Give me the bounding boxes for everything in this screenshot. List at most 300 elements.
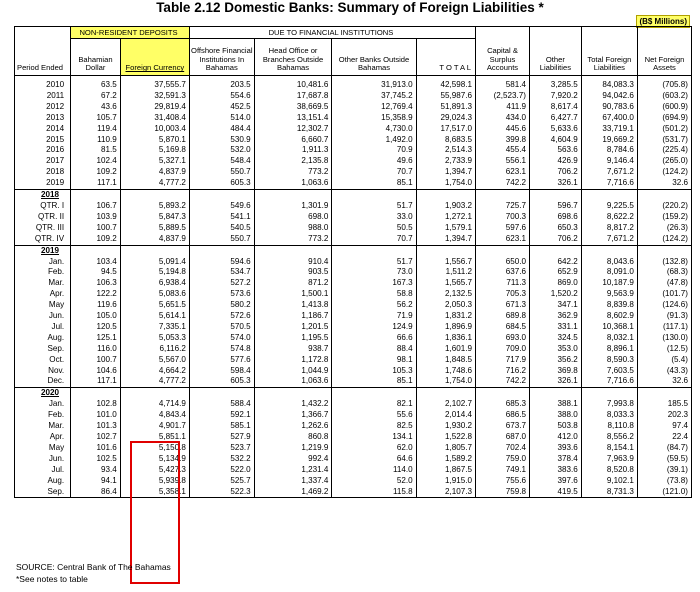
row-label: Aug. bbox=[15, 333, 71, 344]
cell-value: 577.6 bbox=[189, 355, 254, 366]
cell-value: 9,102.1 bbox=[581, 476, 637, 487]
cell-value: 102.8 bbox=[71, 399, 121, 410]
cell-value: 13,151.4 bbox=[254, 113, 332, 124]
cell-value: 8,784.6 bbox=[581, 145, 637, 156]
cell-value: 103.9 bbox=[71, 212, 121, 223]
cell-value: 369.8 bbox=[529, 366, 581, 377]
cell-value: (5.4) bbox=[637, 355, 691, 366]
cell-value: 574.0 bbox=[189, 333, 254, 344]
cell-value: 5,194.8 bbox=[120, 267, 189, 278]
cell-value: 938.7 bbox=[254, 344, 332, 355]
cell-value: 94.1 bbox=[71, 476, 121, 487]
cell-value: 527.2 bbox=[189, 278, 254, 289]
cell-value: 673.7 bbox=[476, 421, 530, 432]
cell-value: 326.1 bbox=[529, 178, 581, 189]
cell-value: 33.0 bbox=[332, 212, 416, 223]
row-label: 2018 bbox=[15, 167, 71, 178]
cell-value: 94.5 bbox=[71, 267, 121, 278]
cell-value: 98.1 bbox=[332, 355, 416, 366]
cell-value: 706.2 bbox=[529, 234, 581, 245]
table-row bbox=[15, 333, 692, 344]
row-label: 2017 bbox=[15, 156, 71, 167]
cell-value: 8,817.2 bbox=[581, 223, 637, 234]
cell-value: 353.0 bbox=[529, 344, 581, 355]
cell-value: 6,660.7 bbox=[254, 135, 332, 146]
table-row bbox=[15, 410, 692, 421]
cell-value: 10,368.1 bbox=[581, 322, 637, 333]
cell-value: 484.4 bbox=[189, 124, 254, 135]
cell-value: 1,903.2 bbox=[416, 201, 475, 212]
cell-value: 97.4 bbox=[637, 421, 691, 432]
table-row bbox=[15, 80, 692, 91]
cell-value: (68.3) bbox=[637, 267, 691, 278]
cell-value: 10,003.4 bbox=[120, 124, 189, 135]
cell-value: 2,107.3 bbox=[416, 487, 475, 498]
cell-value: 5,889.5 bbox=[120, 223, 189, 234]
cell-value: 81.5 bbox=[71, 145, 121, 156]
cell-value: 717.9 bbox=[476, 355, 530, 366]
table-row bbox=[15, 223, 692, 234]
section-header bbox=[15, 245, 692, 256]
cell-value: 5,169.8 bbox=[120, 145, 189, 156]
cell-value: 2,050.3 bbox=[416, 300, 475, 311]
cell-value: 869.0 bbox=[529, 278, 581, 289]
cell-value: 10,187.9 bbox=[581, 278, 637, 289]
col-header-period: Period Ended bbox=[15, 39, 71, 76]
cell-value: 119.4 bbox=[71, 124, 121, 135]
cell-value: 2,514.3 bbox=[416, 145, 475, 156]
cell-value: 4,604.9 bbox=[529, 135, 581, 146]
cell-value: 106.7 bbox=[71, 201, 121, 212]
cell-value: 642.2 bbox=[529, 257, 581, 268]
cell-value: 1,565.7 bbox=[416, 278, 475, 289]
cell-value: 5,614.1 bbox=[120, 311, 189, 322]
cell-value: 4,777.2 bbox=[120, 376, 189, 387]
cell-value: 5,939.8 bbox=[120, 476, 189, 487]
row-label: QTR. III bbox=[15, 223, 71, 234]
cell-value: 1,520.2 bbox=[529, 289, 581, 300]
cell-value: (101.7) bbox=[637, 289, 691, 300]
cell-value: 1,413.8 bbox=[254, 300, 332, 311]
cell-value: 3,285.5 bbox=[529, 80, 581, 91]
cell-value: 100.7 bbox=[71, 355, 121, 366]
table-row bbox=[15, 432, 692, 443]
table-row bbox=[15, 322, 692, 333]
cell-value: 1,911.3 bbox=[254, 145, 332, 156]
table-row bbox=[15, 376, 692, 387]
cell-value: 347.1 bbox=[529, 300, 581, 311]
cell-value: 9,563.9 bbox=[581, 289, 637, 300]
cell-value: 114.0 bbox=[332, 465, 416, 476]
cell-value: 185.5 bbox=[637, 399, 691, 410]
cell-value: 378.4 bbox=[529, 454, 581, 465]
cell-value: 55,987.6 bbox=[416, 91, 475, 102]
cell-value: 523.7 bbox=[189, 443, 254, 454]
cell-value: 1,930.2 bbox=[416, 421, 475, 432]
cell-value: 58.8 bbox=[332, 289, 416, 300]
cell-value: 594.6 bbox=[189, 257, 254, 268]
cell-value: 581.4 bbox=[476, 80, 530, 91]
row-label: Jun. bbox=[15, 454, 71, 465]
section-year: 2020 bbox=[15, 388, 71, 399]
row-label: Apr. bbox=[15, 289, 71, 300]
row-label: Jul. bbox=[15, 465, 71, 476]
cell-value: 93.4 bbox=[71, 465, 121, 476]
cell-value: 860.8 bbox=[254, 432, 332, 443]
cell-value: 120.5 bbox=[71, 322, 121, 333]
cell-value: 32.6 bbox=[637, 178, 691, 189]
cell-value: 711.3 bbox=[476, 278, 530, 289]
cell-value: 70.7 bbox=[332, 167, 416, 178]
table-row bbox=[15, 366, 692, 377]
col-header-total-foreign: Total Foreign Liabilities bbox=[581, 39, 637, 76]
cell-value: 86.4 bbox=[71, 487, 121, 498]
cell-value: 22.4 bbox=[637, 432, 691, 443]
cell-value: 117.1 bbox=[71, 178, 121, 189]
cell-value: 5,847.3 bbox=[120, 212, 189, 223]
cell-value: 1,063.6 bbox=[254, 376, 332, 387]
cell-value: 122.2 bbox=[71, 289, 121, 300]
cell-value: 51.7 bbox=[332, 201, 416, 212]
row-label: 2013 bbox=[15, 113, 71, 124]
row-label: Jan. bbox=[15, 399, 71, 410]
cell-value: 556.1 bbox=[476, 156, 530, 167]
cell-value: 426.9 bbox=[529, 156, 581, 167]
cell-value: 4,901.7 bbox=[120, 421, 189, 432]
cell-value: 988.0 bbox=[254, 223, 332, 234]
cell-value: 100.7 bbox=[71, 223, 121, 234]
cell-value: 503.8 bbox=[529, 421, 581, 432]
cell-value: 110.9 bbox=[71, 135, 121, 146]
cell-value: (159.2) bbox=[637, 212, 691, 223]
cell-value: 399.8 bbox=[476, 135, 530, 146]
cell-value: 650.3 bbox=[529, 223, 581, 234]
cell-value: 73.0 bbox=[332, 267, 416, 278]
cell-value: 773.2 bbox=[254, 167, 332, 178]
cell-value: 1,748.6 bbox=[416, 366, 475, 377]
cell-value: 1,366.7 bbox=[254, 410, 332, 421]
row-label: 2012 bbox=[15, 102, 71, 113]
cell-value: 1,500.1 bbox=[254, 289, 332, 300]
cell-value: 563.6 bbox=[529, 145, 581, 156]
cell-value: 19,669.2 bbox=[581, 135, 637, 146]
cell-value: 554.6 bbox=[189, 91, 254, 102]
cell-value: 705.3 bbox=[476, 289, 530, 300]
cell-value: 15,358.9 bbox=[332, 113, 416, 124]
row-label: QTR. II bbox=[15, 212, 71, 223]
cell-value: 1,492.0 bbox=[332, 135, 416, 146]
cell-value: 33,719.1 bbox=[581, 124, 637, 135]
cell-value: 2,014.4 bbox=[416, 410, 475, 421]
cell-value: 527.9 bbox=[189, 432, 254, 443]
cell-value: 1,186.7 bbox=[254, 311, 332, 322]
cell-value: (91.3) bbox=[637, 311, 691, 322]
cell-value: 117.1 bbox=[71, 376, 121, 387]
cell-value: 203.5 bbox=[189, 80, 254, 91]
cell-value: 411.9 bbox=[476, 102, 530, 113]
cell-value: 6,427.7 bbox=[529, 113, 581, 124]
cell-value: 1,511.2 bbox=[416, 267, 475, 278]
cell-value: 101.0 bbox=[71, 410, 121, 421]
cell-value: 605.3 bbox=[189, 376, 254, 387]
row-label: Nov. bbox=[15, 366, 71, 377]
cell-value: 702.4 bbox=[476, 443, 530, 454]
cell-value: 82.1 bbox=[332, 399, 416, 410]
cell-value: 8,622.2 bbox=[581, 212, 637, 223]
col-header-head-office: Head Office or Branches Outside Bahamas bbox=[254, 39, 332, 76]
cell-value: 5,083.6 bbox=[120, 289, 189, 300]
row-label: 2015 bbox=[15, 135, 71, 146]
cell-value: 70.7 bbox=[332, 234, 416, 245]
cell-value: 623.1 bbox=[476, 234, 530, 245]
col-header-foreign-currency: Foreign Currency bbox=[120, 39, 189, 76]
section-header bbox=[15, 388, 692, 399]
cell-value: 534.7 bbox=[189, 267, 254, 278]
cell-value: 29,819.4 bbox=[120, 102, 189, 113]
cell-value: 362.9 bbox=[529, 311, 581, 322]
cell-value: (694.9) bbox=[637, 113, 691, 124]
cell-value: 52.0 bbox=[332, 476, 416, 487]
table-row bbox=[15, 300, 692, 311]
cell-value: 82.5 bbox=[332, 421, 416, 432]
cell-value: 698.0 bbox=[254, 212, 332, 223]
header-corner bbox=[15, 27, 71, 39]
cell-value: 742.2 bbox=[476, 178, 530, 189]
cell-value: 5,091.4 bbox=[120, 257, 189, 268]
cell-value: 2,132.5 bbox=[416, 289, 475, 300]
cell-value: 331.1 bbox=[529, 322, 581, 333]
cell-value: 43.6 bbox=[71, 102, 121, 113]
cell-value: (501.2) bbox=[637, 124, 691, 135]
cell-value: 38,669.5 bbox=[254, 102, 332, 113]
cell-value: 445.6 bbox=[476, 124, 530, 135]
cell-value: 514.0 bbox=[189, 113, 254, 124]
cell-value: (124.6) bbox=[637, 300, 691, 311]
row-label: Sep. bbox=[15, 344, 71, 355]
cell-value: 574.8 bbox=[189, 344, 254, 355]
row-label: Jan. bbox=[15, 257, 71, 268]
col-header-bahamian-dollar: Bahamian Dollar bbox=[71, 39, 121, 76]
table-row bbox=[15, 212, 692, 223]
cell-value: (26.3) bbox=[637, 223, 691, 234]
cell-value: 452.5 bbox=[189, 102, 254, 113]
cell-value: 759.8 bbox=[476, 487, 530, 498]
table-row bbox=[15, 156, 692, 167]
cell-value: 755.6 bbox=[476, 476, 530, 487]
cell-value: 1,172.8 bbox=[254, 355, 332, 366]
cell-value: 637.6 bbox=[476, 267, 530, 278]
cell-value: 17,517.0 bbox=[416, 124, 475, 135]
cell-value: 4,664.2 bbox=[120, 366, 189, 377]
cell-value: 55.6 bbox=[332, 410, 416, 421]
row-label: 2014 bbox=[15, 124, 71, 135]
cell-value: 4,837.9 bbox=[120, 167, 189, 178]
cell-value: 7,716.6 bbox=[581, 376, 637, 387]
row-label: QTR. IV bbox=[15, 234, 71, 245]
cell-value: 585.1 bbox=[189, 421, 254, 432]
cell-value: (600.9) bbox=[637, 102, 691, 113]
cell-value: 49.6 bbox=[332, 156, 416, 167]
cell-value: 550.7 bbox=[189, 167, 254, 178]
table-row bbox=[15, 311, 692, 322]
cell-value: 51.7 bbox=[332, 257, 416, 268]
cell-value: 5,893.2 bbox=[120, 201, 189, 212]
cell-value: (705.8) bbox=[637, 80, 691, 91]
cell-value: 63.5 bbox=[71, 80, 121, 91]
cell-value: 1,522.8 bbox=[416, 432, 475, 443]
row-label: Dec. bbox=[15, 376, 71, 387]
group-header-non-resident: NON-RESIDENT DEPOSITS bbox=[71, 27, 190, 39]
cell-value: 716.2 bbox=[476, 366, 530, 377]
cell-value: 1,836.1 bbox=[416, 333, 475, 344]
cell-value: 71.9 bbox=[332, 311, 416, 322]
cell-value: 1,231.4 bbox=[254, 465, 332, 476]
cell-value: 31,408.4 bbox=[120, 113, 189, 124]
cell-value: 5,327.1 bbox=[120, 156, 189, 167]
cell-value: 85.1 bbox=[332, 376, 416, 387]
cell-value: 541.1 bbox=[189, 212, 254, 223]
cell-value: 1,579.1 bbox=[416, 223, 475, 234]
cell-value: 7,335.1 bbox=[120, 322, 189, 333]
cell-value: (531.7) bbox=[637, 135, 691, 146]
row-label: QTR. I bbox=[15, 201, 71, 212]
cell-value: 742.2 bbox=[476, 376, 530, 387]
cell-value: 689.8 bbox=[476, 311, 530, 322]
cell-value: (130.0) bbox=[637, 333, 691, 344]
cell-value: 388.0 bbox=[529, 410, 581, 421]
row-label: Mar. bbox=[15, 421, 71, 432]
cell-value: 548.4 bbox=[189, 156, 254, 167]
cell-value: 412.0 bbox=[529, 432, 581, 443]
cell-value: 67.2 bbox=[71, 91, 121, 102]
cell-value: 570.5 bbox=[189, 322, 254, 333]
cell-value: 4,843.4 bbox=[120, 410, 189, 421]
cell-value: 70.9 bbox=[332, 145, 416, 156]
cell-value: 124.9 bbox=[332, 322, 416, 333]
cell-value: 1,301.9 bbox=[254, 201, 332, 212]
cell-value: 116.0 bbox=[71, 344, 121, 355]
cell-value: 8,590.3 bbox=[581, 355, 637, 366]
cell-value: 101.6 bbox=[71, 443, 121, 454]
cell-value: 4,837.9 bbox=[120, 234, 189, 245]
cell-value: 455.4 bbox=[476, 145, 530, 156]
cell-value: 7,716.6 bbox=[581, 178, 637, 189]
table-row bbox=[15, 201, 692, 212]
cell-value: 532.2 bbox=[189, 454, 254, 465]
cell-value: 2,102.7 bbox=[416, 399, 475, 410]
cell-value: 84,083.3 bbox=[581, 80, 637, 91]
cell-value: 7,671.2 bbox=[581, 167, 637, 178]
table-row bbox=[15, 289, 692, 300]
cell-value: 5,651.5 bbox=[120, 300, 189, 311]
cell-value: (124.2) bbox=[637, 234, 691, 245]
cell-value: 326.1 bbox=[529, 376, 581, 387]
cell-value: 530.9 bbox=[189, 135, 254, 146]
cell-value: 1,219.9 bbox=[254, 443, 332, 454]
cell-value: 17,687.8 bbox=[254, 91, 332, 102]
cell-value: (132.8) bbox=[637, 257, 691, 268]
cell-value: 684.5 bbox=[476, 322, 530, 333]
cell-value: 1,601.9 bbox=[416, 344, 475, 355]
col-header-total: T O T A L bbox=[416, 39, 475, 76]
cell-value: (121.0) bbox=[637, 487, 691, 498]
section-year: 2018 bbox=[15, 190, 71, 201]
cell-value: 1,469.2 bbox=[254, 487, 332, 498]
cell-value: 910.4 bbox=[254, 257, 332, 268]
cell-value: 592.1 bbox=[189, 410, 254, 421]
cell-value: 356.2 bbox=[529, 355, 581, 366]
cell-value: 1,848.5 bbox=[416, 355, 475, 366]
cell-value: 5,053.3 bbox=[120, 333, 189, 344]
cell-value: 9,146.4 bbox=[581, 156, 637, 167]
cell-value: 1,754.0 bbox=[416, 376, 475, 387]
cell-value: 434.0 bbox=[476, 113, 530, 124]
cell-value: 105.3 bbox=[332, 366, 416, 377]
cell-value: 4,714.9 bbox=[120, 399, 189, 410]
cell-value: (43.3) bbox=[637, 366, 691, 377]
table-row bbox=[15, 91, 692, 102]
cell-value: 102.5 bbox=[71, 454, 121, 465]
cell-value: 5,134.9 bbox=[120, 454, 189, 465]
row-label: May bbox=[15, 300, 71, 311]
table-row bbox=[15, 278, 692, 289]
cell-value: 12,769.4 bbox=[332, 102, 416, 113]
cell-value: 50.5 bbox=[332, 223, 416, 234]
cell-value: 5,567.0 bbox=[120, 355, 189, 366]
cell-value: 1,272.1 bbox=[416, 212, 475, 223]
cell-value: (265.0) bbox=[637, 156, 691, 167]
cell-value: 393.6 bbox=[529, 443, 581, 454]
cell-value: 1,432.2 bbox=[254, 399, 332, 410]
table-row bbox=[15, 135, 692, 146]
cell-value: 588.4 bbox=[189, 399, 254, 410]
cell-value: 7,963.9 bbox=[581, 454, 637, 465]
cell-value: 532.0 bbox=[189, 145, 254, 156]
cell-value: 573.6 bbox=[189, 289, 254, 300]
cell-value: 8,110.8 bbox=[581, 421, 637, 432]
cell-value: 687.0 bbox=[476, 432, 530, 443]
table-row bbox=[15, 476, 692, 487]
cell-value: 1,262.6 bbox=[254, 421, 332, 432]
cell-value: 700.3 bbox=[476, 212, 530, 223]
cell-value: 397.6 bbox=[529, 476, 581, 487]
table-body bbox=[15, 76, 692, 498]
cell-value: 56.2 bbox=[332, 300, 416, 311]
cell-value: 8,896.1 bbox=[581, 344, 637, 355]
table-title: Table 2.12 Domestic Banks: Summary of Foreign Liabilities * bbox=[156, 0, 544, 15]
cell-value: 8,520.8 bbox=[581, 465, 637, 476]
row-label: Aug. bbox=[15, 476, 71, 487]
cell-value: 1,195.5 bbox=[254, 333, 332, 344]
cell-value: 4,730.0 bbox=[332, 124, 416, 135]
source-note: SOURCE: Central Bank of The Bahamas bbox=[16, 562, 171, 572]
cell-value: (220.2) bbox=[637, 201, 691, 212]
cell-value: 202.3 bbox=[637, 410, 691, 421]
cell-value: 1,754.0 bbox=[416, 178, 475, 189]
row-label: Jul. bbox=[15, 322, 71, 333]
cell-value: 94,042.6 bbox=[581, 91, 637, 102]
cell-value: 725.7 bbox=[476, 201, 530, 212]
section-header bbox=[15, 190, 692, 201]
cell-value: 540.5 bbox=[189, 223, 254, 234]
cell-value: 1,556.7 bbox=[416, 257, 475, 268]
cell-value: 522.3 bbox=[189, 487, 254, 498]
table-row bbox=[15, 145, 692, 156]
cell-value: (124.2) bbox=[637, 167, 691, 178]
cell-value: (39.1) bbox=[637, 465, 691, 476]
cell-value: 1,201.5 bbox=[254, 322, 332, 333]
cell-value: 6,938.4 bbox=[120, 278, 189, 289]
